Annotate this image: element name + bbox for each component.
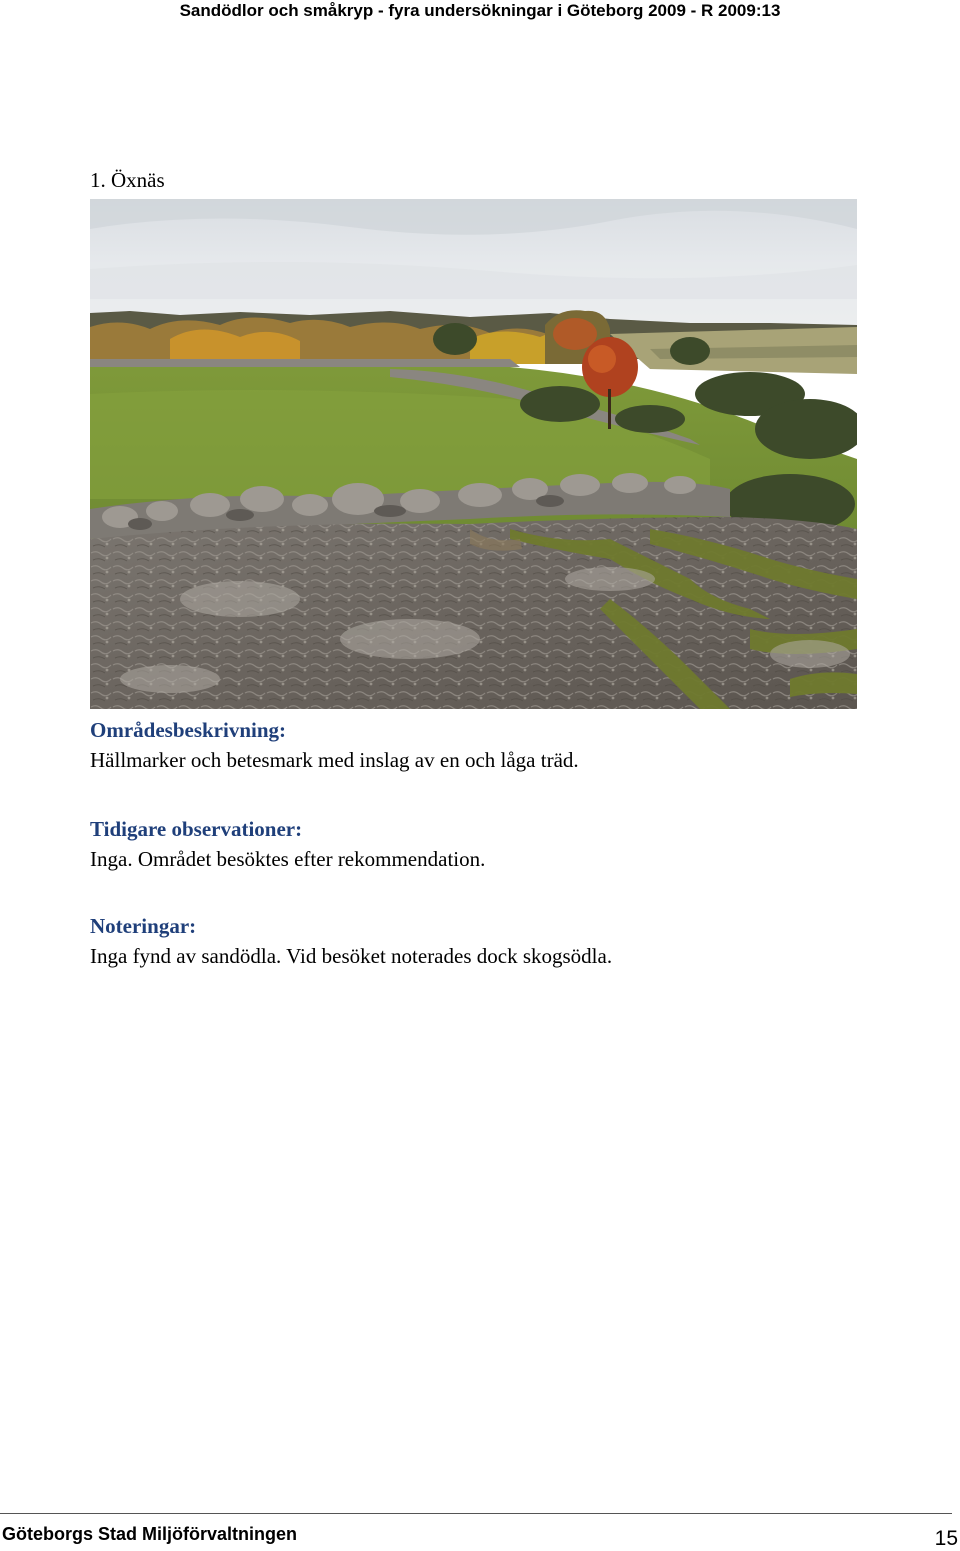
footer-organization: Göteborgs Stad Miljöförvaltningen bbox=[2, 1524, 298, 1544]
notes-block bbox=[90, 911, 870, 971]
notes-text: Inga fynd av sandödla. Vid besöket noterades dock skogsödla. bbox=[90, 944, 613, 968]
running-header: Sandödlor och småkryp - fyra undersökningar i Göteborg 2009 - R 2009:13 bbox=[179, 1, 781, 20]
notes-heading: Noteringar: bbox=[90, 914, 197, 938]
area-description-text: Hällmarker och betesmark med inslag av en och låga träd. bbox=[90, 748, 579, 772]
area-description-heading: Områdesbeskrivning: bbox=[90, 718, 287, 742]
landscape-photo-drawing bbox=[90, 199, 857, 709]
section-title: 1. Öxnäs bbox=[90, 168, 165, 192]
previous-observations-heading: Tidigare observationer: bbox=[90, 817, 303, 841]
footer-divider bbox=[0, 1513, 952, 1514]
previous-observations-block bbox=[90, 814, 870, 874]
previous-observations-text: Inga. Området besöktes efter rekommendation. bbox=[90, 847, 486, 871]
area-description-block bbox=[90, 715, 870, 775]
page-number: 15 bbox=[934, 1527, 958, 1550]
landscape-photo bbox=[90, 199, 857, 709]
